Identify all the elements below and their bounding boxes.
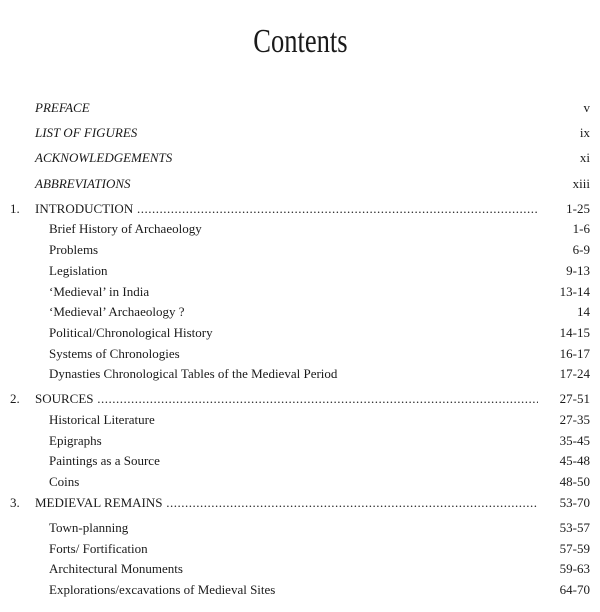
section-title: Epigraphs [49, 433, 102, 448]
page-range: 6-9 [572, 242, 590, 257]
toc-section-entry[interactable] [0, 411, 600, 429]
toc-section-entry[interactable] [0, 452, 600, 470]
page-range: 53-57 [559, 520, 590, 535]
chapter-number: 2. [10, 391, 20, 406]
page-number: ix [579, 125, 590, 140]
toc-section-entry[interactable] [0, 432, 600, 450]
section-title: Dynasties Chronological Tables of the Medieval Period [49, 366, 338, 381]
page-range: 14-15 [559, 325, 590, 340]
page-range: 1-6 [572, 221, 590, 236]
entry-label: ABBREVIATIONS [35, 176, 131, 191]
page-range: 14 [577, 304, 590, 319]
toc-section-entry[interactable] [0, 324, 600, 342]
page-range: 48-50 [559, 474, 590, 489]
title-text: Contents [252, 23, 348, 60]
toc-section-entry[interactable] [0, 540, 600, 558]
page-range: 64-70 [559, 582, 590, 597]
section-title: Systems of Chronologies [49, 346, 180, 361]
chapter-number: 3. [10, 495, 20, 510]
chapter-title: SOURCES ..... [35, 390, 538, 408]
page-range: 45-48 [559, 453, 590, 468]
page-range: 1-25 [566, 201, 590, 216]
toc-section-entry[interactable] [0, 365, 600, 383]
section-title: Forts/ Fortification [49, 541, 148, 556]
section-title: Brief History of Archaeology [49, 221, 202, 236]
section-title: Architectural Monuments [49, 561, 183, 576]
toc-section-entry[interactable] [0, 519, 600, 537]
section-title: Paintings as a Source [49, 453, 160, 468]
page-number: xi [579, 150, 590, 165]
entry-label: ACKNOWLEDGEMENTS [35, 150, 173, 165]
entry-label: PREFACE [35, 100, 90, 115]
page-number: v [583, 100, 590, 115]
toc-chapter-entry[interactable] [0, 200, 600, 218]
section-title: Town-planning [49, 520, 129, 535]
chapter-title: INTRODUCTION ..... [35, 200, 538, 218]
section-title: Political/Chronological History [49, 325, 213, 340]
section-title: Coins [49, 474, 80, 489]
entry-label: LIST OF FIGURES [35, 125, 138, 140]
page-range: 16-17 [559, 346, 590, 361]
toc-section-entry[interactable] [0, 560, 600, 578]
toc-front-matter-entry[interactable] [0, 124, 600, 142]
toc-section-entry[interactable] [0, 220, 600, 238]
toc-chapter-entry[interactable] [0, 494, 600, 512]
toc-chapter-entry[interactable] [0, 390, 600, 408]
section-title: Legislation [49, 263, 108, 278]
page-range: 59-63 [559, 561, 590, 576]
section-title: Historical Literature [49, 412, 155, 427]
page-number: xiii [572, 176, 590, 191]
toc-section-entry[interactable] [0, 581, 600, 599]
toc-section-entry[interactable] [0, 345, 600, 363]
page-range: 17-24 [559, 366, 590, 381]
section-title: ‘Medieval’ in India [49, 284, 150, 299]
toc-front-matter-entry[interactable] [0, 175, 600, 193]
page-title [0, 22, 600, 62]
toc-section-entry[interactable] [0, 241, 600, 259]
section-title: Explorations/excavations of Medieval Sites [49, 582, 276, 597]
page-range: 9-13 [566, 263, 590, 278]
page-range: 27-51 [559, 391, 590, 406]
section-title: Problems [49, 242, 99, 257]
toc-section-entry[interactable] [0, 262, 600, 280]
toc-front-matter-entry[interactable] [0, 149, 600, 167]
toc-front-matter-entry[interactable] [0, 99, 600, 117]
page-range: 13-14 [559, 284, 590, 299]
toc-section-entry[interactable] [0, 303, 600, 321]
page-range: 53-70 [559, 495, 590, 510]
chapter-title: MEDIEVAL REMAINS ..... [35, 494, 538, 512]
toc-section-entry[interactable] [0, 283, 600, 301]
page-range: 35-45 [559, 433, 590, 448]
page-range: 27-35 [559, 412, 590, 427]
section-title: ‘Medieval’ Archaeology ? [49, 304, 185, 319]
toc-section-entry[interactable] [0, 473, 600, 491]
chapter-number: 1. [10, 201, 20, 216]
page-range: 57-59 [559, 541, 590, 556]
